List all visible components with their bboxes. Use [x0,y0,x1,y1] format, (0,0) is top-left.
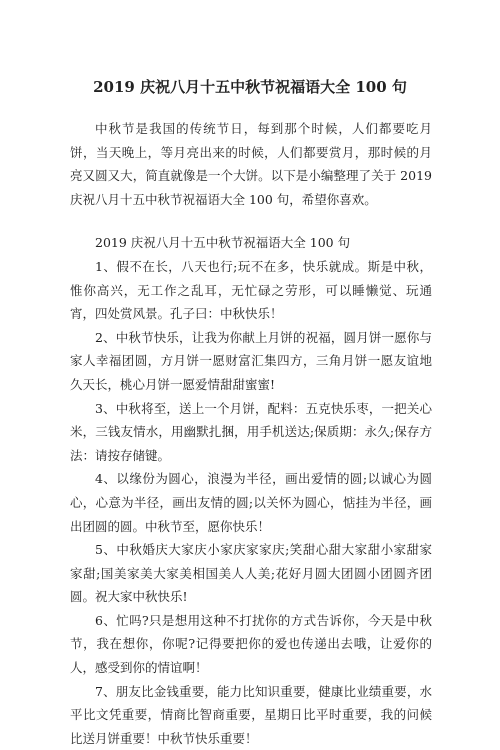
list-item: 7、朋友比金钱重要，能力比知识重要，健康比业绩重要，水平比文凭重要，情商比智商重要，星期日比平时重要，我的问候比送月饼重要！中秋节快乐重要！ [70,683,432,746]
list-item: 5、中秋婚庆大家庆小家庆家家庆;笑甜心甜大家甜小家甜家家甜;国美家美大家美相国美人人美;花好月圆大团圆小团圆齐团圆。祝大家中秋快乐! [70,542,432,605]
list-item: 2、中秋节快乐，让我为你献上月饼的祝福，圆月饼一愿你与家人幸福团圆，方月饼一愿财富汇集四方，三角月饼一愿友谊地久天长，桃心月饼一愿爱情甜甜蜜蜜! [70,329,432,392]
document-title: 2019 庆祝八月十五中秋节祝福语大全 100 句 [93,78,407,96]
section-heading: 2019 庆祝八月十五中秋节祝福语大全 100 句 [95,235,351,251]
list-item: 4、以缘份为圆心，浪漫为半径，画出爱情的圆;以诚心为圆心，心意为半径，画出友情的圆;以关怀为圆心，惦挂为半径，画出团圆的圆。中秋节至，愿你快乐！ [70,471,432,534]
intro-paragraph: 中秋节是我国的传统节日，每到那个时候，人们都要吃月饼，当天晚上，等月亮出来的时候，人们都要赏月，那时候的月亮又圆又大，简直就像是一个大饼。以下是小编整理了关于 2019 庆祝八月十五中秋节祝福语大全 100 句，希望你喜欢。 [70,121,432,207]
list-item: 6、忙吗?只是想用这种不打扰你的方式告诉你，今天是中秋节，我在想你，你呢?记得要把你的爱也传递出去哦，让爱你的人，感受到你的情谊啊！ [70,612,432,676]
list-item: 3、中秋将至，送上一个月饼，配料：五克快乐枣，一把关心米，三钱友情水，用幽默扎捆，用手机送达;保质期：永久;保存方法：请按存储键。 [70,400,432,463]
document-body [70,117,432,750]
list-item: 1、假不在长，八天也行;玩不在多，快乐就成。斯是中秋，惟你高兴，无工作之乱耳，无忙碌之劳形，可以睡懒觉、玩通宵，四处赏风景。孔子曰：中秋快乐！ [70,258,432,322]
